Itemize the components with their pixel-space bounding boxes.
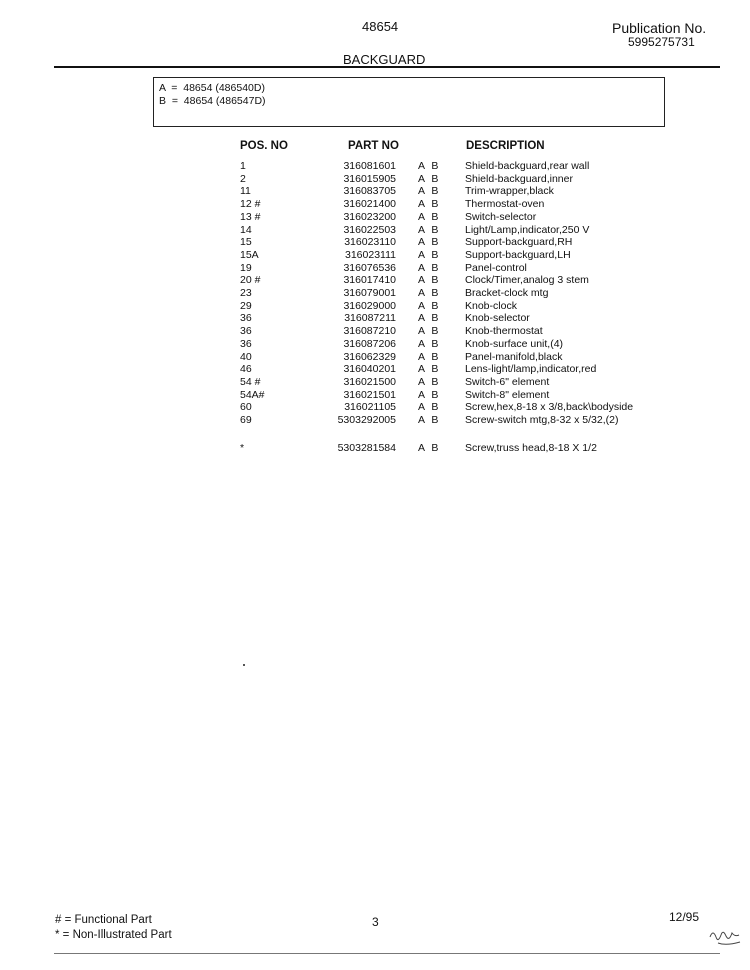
part-description: Knob-surface unit,(4) [465, 337, 564, 350]
part-number: 316087210 [343, 325, 396, 338]
part-number: 316021400 [343, 198, 396, 211]
table-row [0, 351, 750, 364]
table-row [0, 338, 750, 351]
part-models: A B [418, 325, 439, 338]
part-models: A B [418, 274, 439, 287]
part-number: 316021500 [343, 375, 396, 388]
part-models: A B [418, 236, 439, 249]
table-row [0, 325, 750, 338]
part-number: 5303292005 [337, 414, 396, 426]
part-number: 316023110 [344, 236, 396, 249]
part-models: A B [418, 198, 439, 211]
part-description: Switch-selector [465, 210, 537, 223]
part-description: Support-backguard,RH [465, 236, 573, 249]
part-description: Light/Lamp,indicator,250 V [465, 223, 590, 236]
part-description: Support-backguard,LH [465, 248, 571, 261]
part-number: 316076536 [343, 261, 396, 274]
table-row [0, 363, 750, 376]
table-row [0, 300, 750, 313]
table-row [0, 414, 750, 427]
part-number: 316023111 [345, 248, 396, 261]
part-description: Switch-8" element [465, 388, 550, 401]
part-pos: 29 [240, 299, 252, 312]
part-number: 316022503 [343, 223, 396, 236]
part-pos: 36 [240, 337, 252, 350]
part-description: Screw-switch mtg,8-32 x 5/32,(2) [465, 414, 619, 426]
revision-date: 12/95 [669, 910, 700, 924]
column-header-description: DESCRIPTION [466, 140, 545, 152]
part-number: 316021501 [343, 388, 396, 401]
table-row [0, 236, 750, 249]
scan-mark [243, 664, 245, 666]
table-row [0, 274, 750, 287]
part-models: A B [418, 185, 439, 198]
part-pos: 54 # [240, 375, 261, 388]
part-number: 316083705 [343, 185, 396, 198]
model-number: 48654 [362, 19, 399, 34]
part-pos: 23 [240, 287, 252, 299]
part-description: Shield-backguard,rear wall [465, 160, 590, 172]
part-pos: 14 [240, 223, 252, 236]
part-pos: * [240, 442, 245, 454]
part-number: 316029000 [343, 299, 396, 312]
part-pos: 1 [240, 160, 246, 172]
publication-number: 5995275731 [628, 35, 695, 49]
functional-part-note: # = Functional Part [55, 914, 152, 926]
footer-divider [54, 953, 720, 954]
section-title: BACKGUARD [343, 52, 426, 67]
part-models: A B [418, 223, 439, 236]
part-models: A B [418, 261, 439, 274]
table-row [0, 173, 750, 186]
table-row [0, 211, 750, 224]
part-pos: 69 [240, 414, 252, 426]
part-models: A B [418, 337, 439, 350]
part-models: A B [418, 388, 439, 401]
part-models: A B [418, 375, 439, 388]
part-description: Clock/Timer,analog 3 stem [465, 274, 589, 287]
part-pos: 36 [240, 325, 252, 338]
part-models: A B [418, 350, 439, 363]
table-row [0, 185, 750, 198]
table-row [0, 224, 750, 237]
part-description: Thermostat-oven [465, 198, 545, 211]
handwritten-initials [708, 925, 748, 949]
part-models: A B [418, 248, 439, 261]
part-models: A B [418, 210, 439, 223]
part-pos: 36 [240, 312, 252, 325]
part-pos: 54A# [240, 388, 265, 401]
part-models: A B [418, 299, 439, 312]
part-number: 316087211 [344, 312, 396, 325]
part-description: Switch-6" element [465, 375, 550, 388]
part-models: A B [418, 312, 439, 325]
table-row [0, 401, 750, 414]
part-number: 316087206 [343, 337, 396, 350]
table-row [0, 262, 750, 275]
part-description: Screw,hex,8-18 x 3/8,back\bodyside [465, 401, 634, 414]
part-description: Trim-wrapper,black [465, 185, 554, 198]
part-description: Panel-manifold,black [465, 350, 563, 363]
part-models: A B [418, 401, 439, 414]
part-models: A B [418, 442, 439, 454]
part-pos: 15 [240, 236, 252, 249]
part-description: Screw,truss head,8-18 X 1/2 [465, 442, 597, 454]
part-number: 316062329 [343, 350, 396, 363]
column-header-pos: POS. NO [240, 140, 288, 152]
page-number: 3 [372, 915, 379, 929]
part-description: Knob-selector [465, 312, 530, 325]
table-row [0, 442, 750, 455]
part-models: A B [418, 172, 439, 185]
part-number: 316040201 [343, 363, 396, 376]
part-number: 316023200 [343, 210, 396, 223]
part-number: 316079001 [343, 287, 396, 299]
publication-label: Publication No. [612, 20, 707, 36]
header-divider [54, 66, 720, 68]
part-description: Shield-backguard,inner [465, 172, 573, 185]
variant-b: B = 48654 (486547D) [159, 95, 266, 107]
part-number: 316017410 [343, 274, 396, 287]
part-number: 5303281584 [337, 442, 396, 454]
part-models: A B [418, 414, 439, 426]
part-pos: 40 [240, 350, 252, 363]
part-pos: 11 [240, 185, 251, 198]
table-row [0, 287, 750, 300]
part-models: A B [418, 160, 439, 172]
part-description: Bracket-clock mtg [465, 287, 549, 299]
part-pos: 15A [240, 248, 259, 261]
part-pos: 19 [240, 261, 252, 274]
table-row [0, 312, 750, 325]
column-header-part: PART NO [348, 140, 399, 152]
table-row [0, 198, 750, 211]
table-row [0, 376, 750, 389]
part-number: 316021105 [344, 401, 396, 414]
part-number: 316015905 [343, 172, 396, 185]
table-row [0, 249, 750, 262]
part-number: 316081601 [343, 160, 396, 172]
part-models: A B [418, 363, 439, 376]
table-row [0, 160, 750, 173]
part-pos: 12 # [240, 198, 261, 211]
model-variant-box [153, 77, 665, 127]
part-pos: 60 [240, 401, 252, 414]
table-row [0, 389, 750, 402]
part-pos: 13 # [240, 210, 261, 223]
variant-a: A = 48654 (486540D) [159, 82, 265, 94]
part-description: Knob-thermostat [465, 325, 543, 338]
part-pos: 20 # [240, 274, 261, 287]
part-pos: 46 [240, 363, 252, 376]
part-description: Knob-clock [465, 299, 517, 312]
part-pos: 2 [240, 172, 246, 185]
part-description: Lens-light/lamp,indicator,red [465, 363, 597, 376]
part-models: A B [418, 287, 439, 299]
non-illustrated-part-note: * = Non-Illustrated Part [55, 929, 172, 941]
part-description: Panel-control [465, 261, 527, 274]
